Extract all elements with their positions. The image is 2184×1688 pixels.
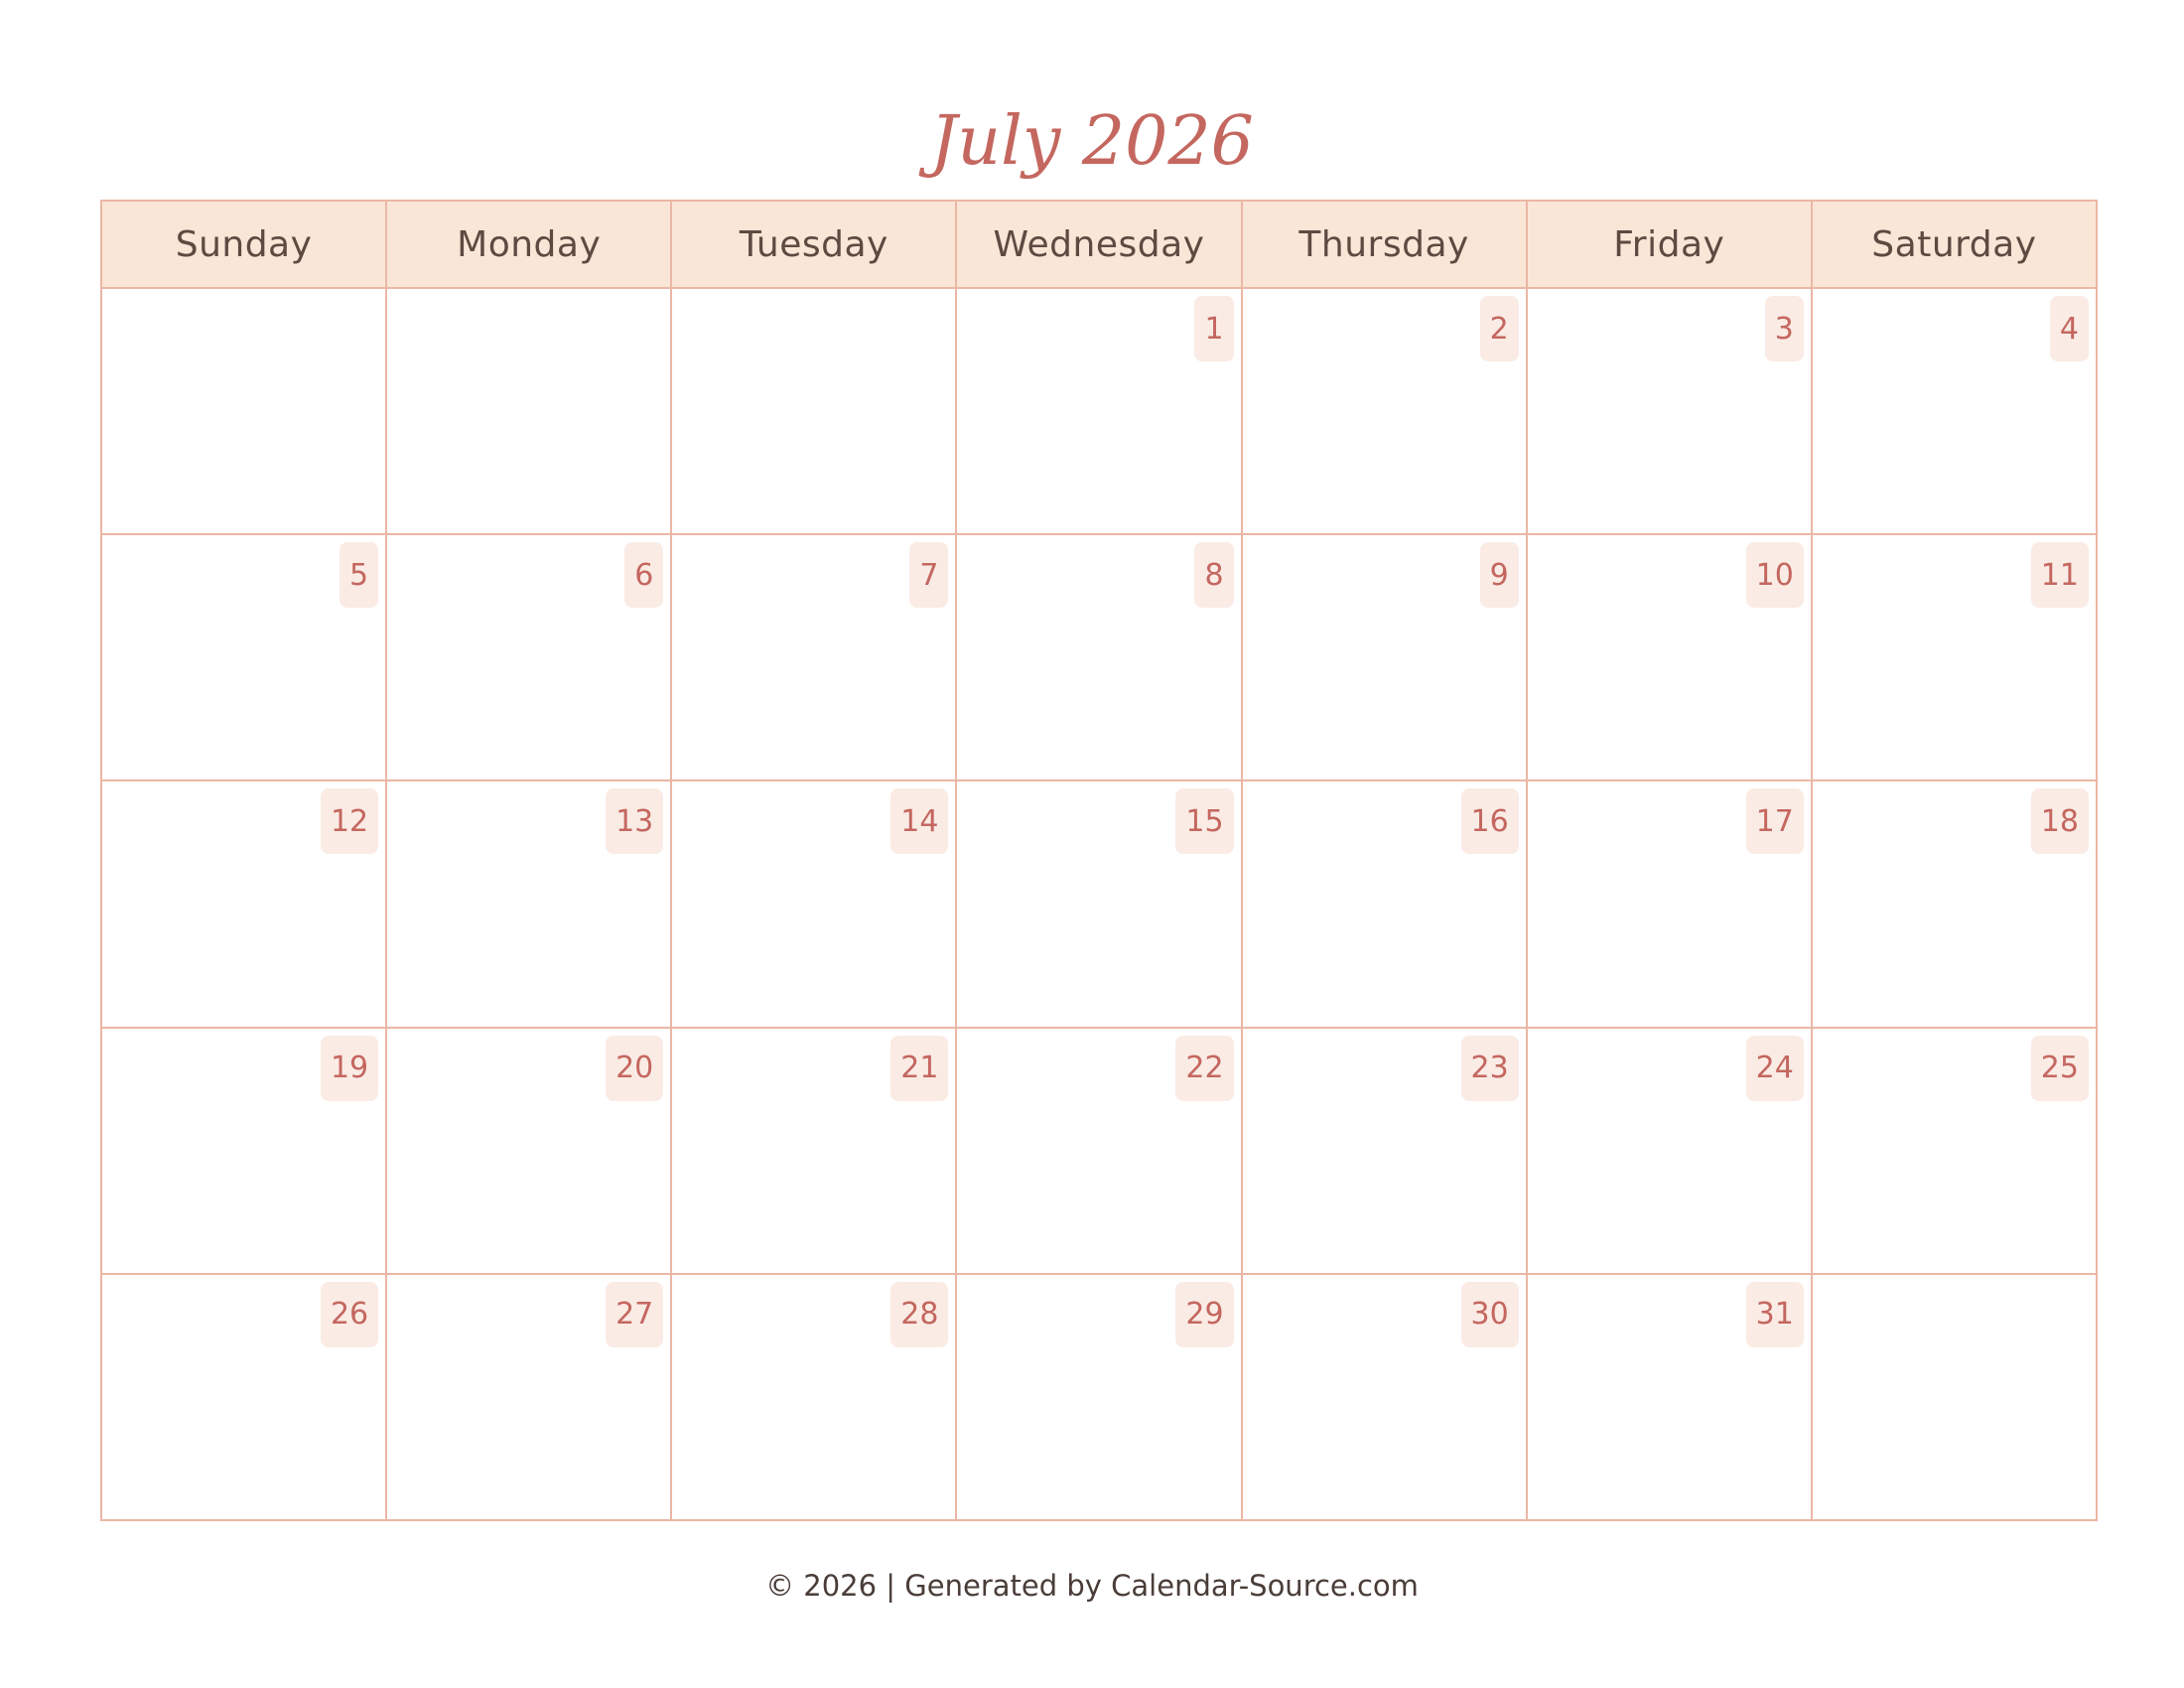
day-cell xyxy=(1243,1275,1528,1521)
day-cell xyxy=(1528,1029,1813,1275)
day-cell xyxy=(102,535,387,781)
day-cell xyxy=(957,535,1242,781)
day-cell xyxy=(1243,1029,1528,1275)
day-cell xyxy=(387,289,672,535)
footer-credit: © 2026 | Generated by Calendar-Source.com xyxy=(765,1569,1419,1603)
day-number-badge: 28 xyxy=(890,1282,948,1347)
day-cell xyxy=(672,289,957,535)
day-cell xyxy=(1813,1275,2098,1521)
day-number-badge: 3 xyxy=(1765,296,1804,361)
day-cell xyxy=(102,1029,387,1275)
day-cell xyxy=(102,1275,387,1521)
day-number-badge: 17 xyxy=(1746,788,1804,854)
weekday-header-tuesday: Tuesday xyxy=(672,202,957,289)
day-cell xyxy=(1813,781,2098,1028)
weekday-header-friday: Friday xyxy=(1528,202,1813,289)
day-cell xyxy=(957,1275,1242,1521)
day-number-badge: 21 xyxy=(890,1036,948,1101)
day-cell xyxy=(1528,1275,1813,1521)
day-number-badge: 15 xyxy=(1175,788,1233,854)
day-number-badge: 31 xyxy=(1746,1282,1804,1347)
day-cell xyxy=(1528,535,1813,781)
day-cell xyxy=(1243,535,1528,781)
day-number-badge: 12 xyxy=(321,788,378,854)
day-number-badge: 24 xyxy=(1746,1036,1804,1101)
day-number-badge: 29 xyxy=(1175,1282,1233,1347)
day-cell xyxy=(1813,1029,2098,1275)
day-cell xyxy=(387,1029,672,1275)
day-number-badge: 30 xyxy=(1461,1282,1519,1347)
day-cell xyxy=(1243,781,1528,1028)
day-cell xyxy=(102,289,387,535)
day-number-badge: 20 xyxy=(606,1036,663,1101)
day-cell xyxy=(1813,535,2098,781)
day-cell xyxy=(672,535,957,781)
calendar-title: July 2026 xyxy=(930,102,1254,181)
day-cell xyxy=(672,1029,957,1275)
day-number-badge: 14 xyxy=(890,788,948,854)
weekday-header-monday: Monday xyxy=(387,202,672,289)
day-number-badge: 5 xyxy=(340,542,378,608)
day-number-badge: 4 xyxy=(2050,296,2089,361)
day-cell xyxy=(387,781,672,1028)
day-cell xyxy=(1243,289,1528,535)
day-number-badge: 1 xyxy=(1194,296,1233,361)
day-number-badge: 22 xyxy=(1175,1036,1233,1101)
day-number-badge: 16 xyxy=(1461,788,1519,854)
day-number-badge: 11 xyxy=(2031,542,2089,608)
day-number-badge: 25 xyxy=(2031,1036,2089,1101)
day-number-badge: 7 xyxy=(909,542,948,608)
day-cell xyxy=(102,781,387,1028)
weekday-header-wednesday: Wednesday xyxy=(957,202,1242,289)
day-number-badge: 8 xyxy=(1194,542,1233,608)
day-number-badge: 13 xyxy=(606,788,663,854)
day-number-badge: 2 xyxy=(1480,296,1519,361)
day-number-badge: 6 xyxy=(624,542,663,608)
weekday-header-thursday: Thursday xyxy=(1243,202,1528,289)
day-cell xyxy=(1528,781,1813,1028)
day-number-badge: 23 xyxy=(1461,1036,1519,1101)
day-number-badge: 27 xyxy=(606,1282,663,1347)
day-cell xyxy=(387,535,672,781)
day-cell xyxy=(387,1275,672,1521)
weekday-header-saturday: Saturday xyxy=(1813,202,2098,289)
day-number-badge: 19 xyxy=(321,1036,378,1101)
day-cell xyxy=(1813,289,2098,535)
day-number-badge: 18 xyxy=(2031,788,2089,854)
day-cell xyxy=(1528,289,1813,535)
day-number-badge: 9 xyxy=(1480,542,1519,608)
day-number-badge: 26 xyxy=(321,1282,378,1347)
day-cell xyxy=(957,289,1242,535)
day-number-badge: 10 xyxy=(1746,542,1804,608)
day-cell xyxy=(957,781,1242,1028)
day-cell xyxy=(957,1029,1242,1275)
calendar-grid xyxy=(100,200,2098,1521)
weekday-header-sunday: Sunday xyxy=(102,202,387,289)
day-cell xyxy=(672,1275,957,1521)
day-cell xyxy=(672,781,957,1028)
